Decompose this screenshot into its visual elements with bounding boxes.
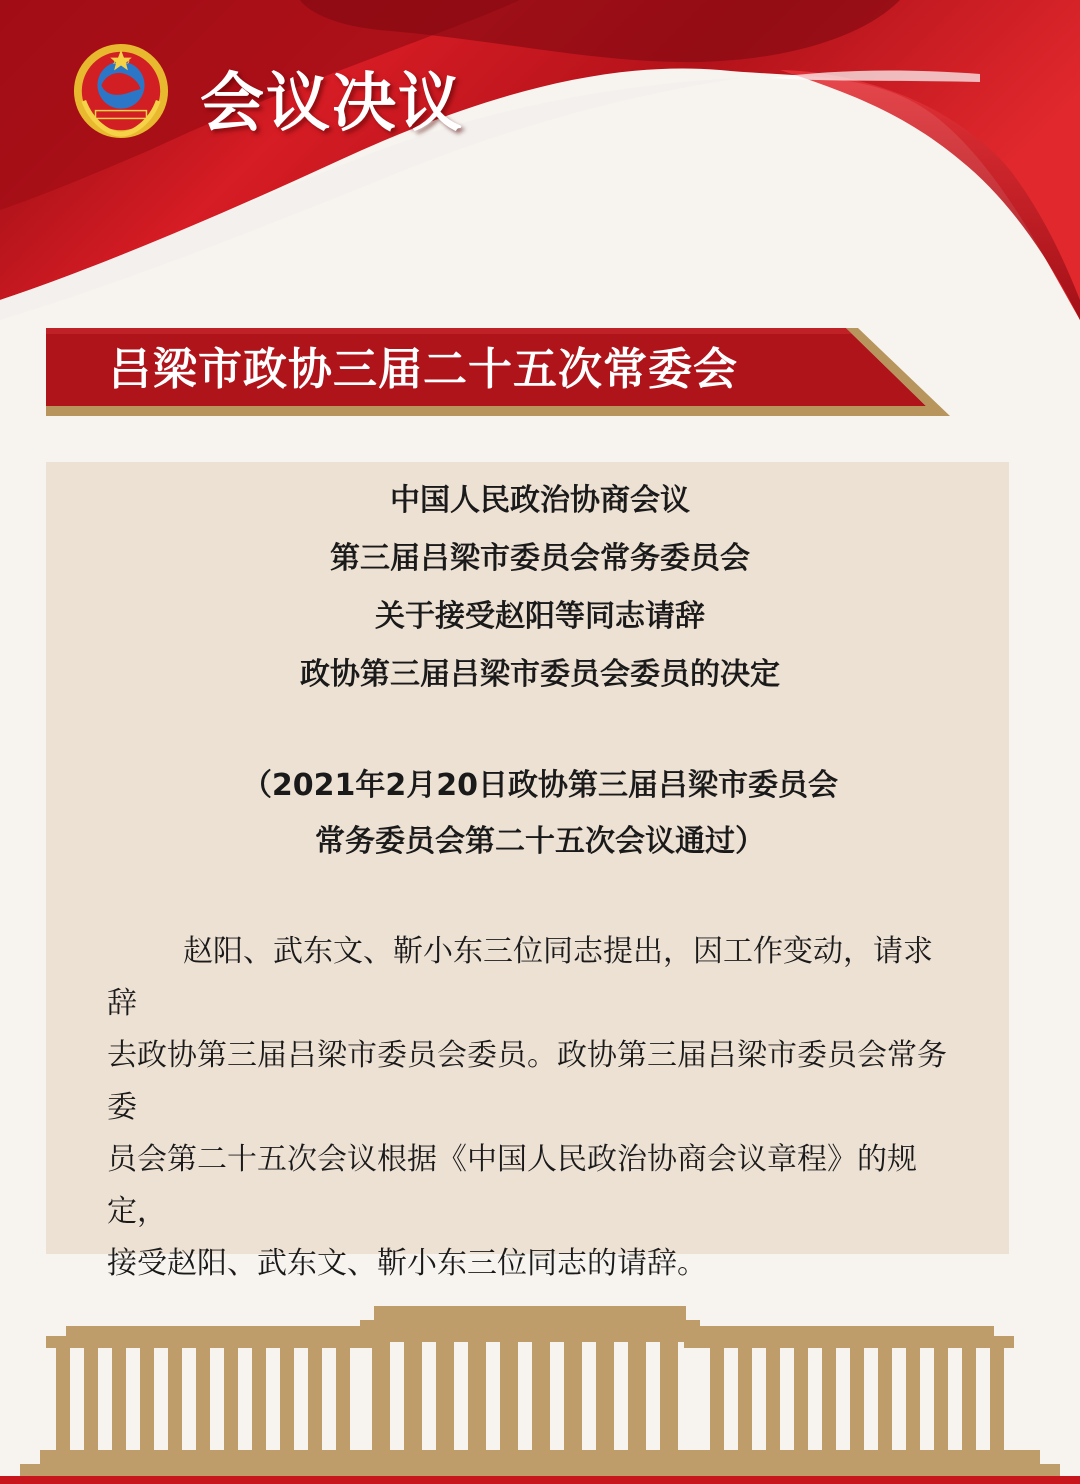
document-heading-line: 第三届吕梁市委员会常务委员会 — [330, 541, 750, 576]
body-line: 员会第二十五次会议根据《中国人民政治协商会议章程》的规定， — [107, 1142, 917, 1229]
adoption-note-line: 常务委员会第二十五次会议通过） — [315, 824, 765, 859]
decision-body — [107, 926, 957, 1290]
page-header-title: 会议决议 — [200, 67, 464, 141]
cppcc-emblem-icon — [72, 42, 170, 140]
document-heading-line: 政协第三届吕梁市委员会委员的决定 — [300, 657, 780, 692]
body-line: 去政协第三届吕梁市委员会委员。政协第三届吕梁市委员会常务委 — [107, 1038, 947, 1125]
document-heading-line: 中国人民政治协商会议 — [390, 483, 690, 518]
body-line: 接受赵阳、武东文、靳小东三位同志的请辞。 — [107, 1246, 707, 1281]
document-heading-line: 关于接受赵阳等同志请辞 — [375, 599, 705, 634]
great-hall-building-icon — [0, 1290, 1080, 1484]
body-line: 赵阳、武东文、靳小东三位同志提出，因工作变动，请求辞 — [107, 934, 933, 1021]
adoption-note-line: （2021年2月20日政协第三届吕梁市委员会 — [241, 768, 839, 803]
svg-text:1949: 1949 — [112, 57, 130, 66]
banner-title: 吕梁市政协三届二十五次常委会 — [108, 344, 738, 395]
